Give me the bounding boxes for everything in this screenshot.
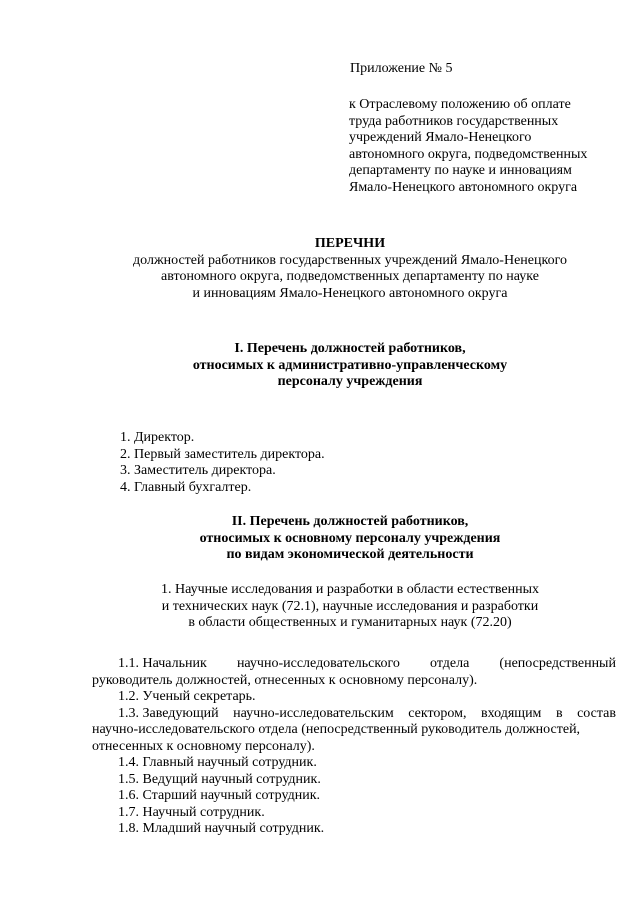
section-2-heading: [0, 514, 640, 564]
word: 1.3. Заведующий: [118, 705, 219, 721]
subsection-heading-line: и технических наук (72.1), научные исследования и разработки: [161, 598, 539, 614]
annex-reference: [349, 97, 619, 196]
section-heading-line: персоналу учреждения: [277, 374, 423, 389]
annex-ref-line: Ямало-Ненецкого автономного округа: [349, 179, 578, 195]
list-item: 1.6. Старший научный сотрудник.: [118, 788, 321, 803]
document-title-block: [0, 236, 640, 302]
list-item-1-3-continuation: научно-исследовательского отдела (непосредственный руководитель должностей,: [92, 722, 581, 737]
annex-ref-line: к Отраслевому положению об оплате: [349, 97, 571, 112]
section-heading-line: относимых к административно-управленческому: [192, 357, 508, 373]
list-item-1-1-continuation: руководитель должностей, отнесенных к основному персоналу).: [92, 672, 478, 688]
annex-ref-line: департаменту по науке и инновациям: [349, 163, 572, 178]
word: в: [555, 705, 563, 721]
section-2-list: [92, 656, 616, 838]
list-item: 1.8. Младший научный сотрудник.: [118, 821, 325, 836]
list-item: 1.5. Ведущий научный сотрудник.: [118, 771, 321, 787]
word: состав: [577, 705, 616, 721]
list-item-1-3-continuation: отнесенных к основному персоналу).: [92, 738, 315, 754]
annex-ref-line: автономного округа, подведомственных: [349, 146, 588, 162]
subsection-heading-line: в области общественных и гуманитарных наук (72.20): [188, 615, 512, 630]
section-heading-line: I. Перечень должностей работников,: [234, 341, 466, 356]
section-1-heading: [0, 341, 640, 391]
document-title: ПЕРЕЧНИ: [314, 236, 386, 251]
list-item: 1.4. Главный научный сотрудник.: [118, 755, 317, 770]
word: научно-исследовательским: [233, 705, 394, 721]
annex-number: Приложение № 5: [350, 61, 453, 76]
word: входящим: [481, 705, 542, 721]
list-item: 1. Директор.: [120, 430, 195, 445]
list-item-1-1-first-line: [0, 656, 616, 673]
annex-ref-line: учреждений Ямало-Ненецкого: [349, 130, 532, 145]
section-1-list: [120, 430, 325, 496]
word: (непосредственный: [499, 656, 616, 671]
list-item-1-3-first-line: [0, 706, 616, 723]
word: научно-исследовательского: [236, 656, 400, 671]
section-heading-line: II. Перечень должностей работников,: [231, 514, 469, 529]
document-subtitle-line: должностей работников государственных учреждений Ямало-Ненецкого: [133, 252, 567, 268]
document-subtitle-line: автономного округа, подведомственных департаменту по науке: [161, 269, 539, 284]
list-item: 1.2. Ученый секретарь.: [118, 689, 256, 704]
subsection-heading-line: 1. Научные исследования и разработки в области естественных: [160, 582, 540, 597]
subsection-heading: [0, 582, 640, 632]
list-item: 1.7. Научный сотрудник.: [118, 804, 265, 820]
word: отдела: [430, 656, 470, 671]
section-heading-line: относимых к основному персоналу учреждения: [199, 530, 501, 546]
document-subtitle-line: и инновациям Ямало-Ненецкого автономного округа: [192, 285, 508, 301]
list-item: 3. Заместитель директора.: [120, 463, 276, 478]
annex-ref-line: труда работников государственных: [349, 113, 559, 129]
list-item: 2. Первый заместитель директора.: [120, 446, 325, 462]
section-heading-line: по видам экономической деятельности: [226, 547, 474, 562]
word: 1.1. Начальник: [118, 656, 207, 671]
word: сектором,: [408, 705, 467, 721]
list-item: 4. Главный бухгалтер.: [120, 479, 252, 495]
